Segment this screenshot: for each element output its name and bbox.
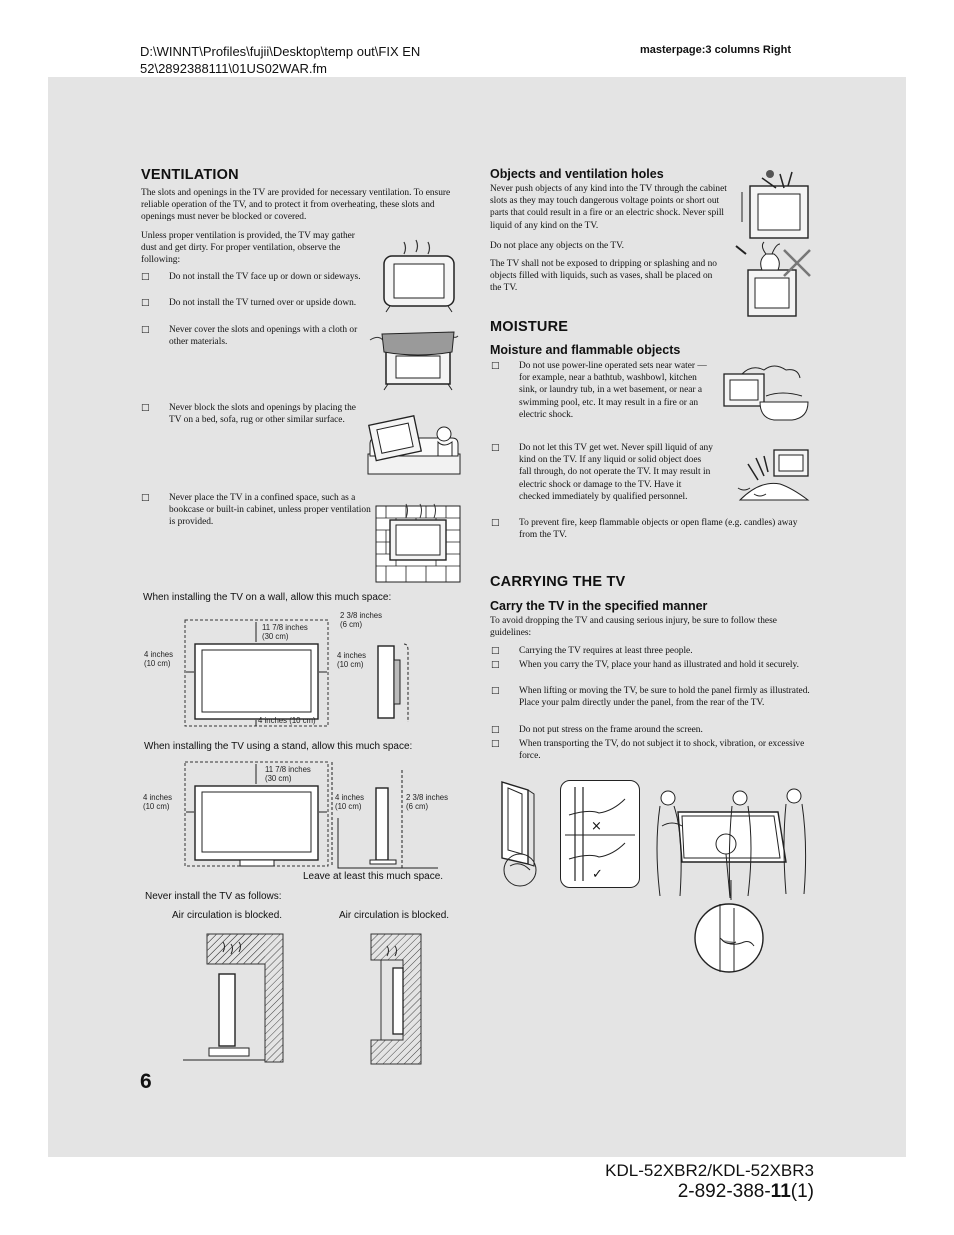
doc-code-suffix: (1) [790, 1181, 814, 1202]
stand-right-a: 4 inches [335, 793, 365, 802]
page-number: 6 [140, 1070, 152, 1093]
stand-right-b: (10 cm) [335, 802, 362, 811]
stand-left-a: 4 inches [143, 793, 173, 802]
bullet-box: □ [491, 739, 500, 749]
carry-bullet-5-text: When transporting the TV, do not subject it to shock, vibration, or excessive force. [519, 739, 805, 762]
stand-left-label [143, 793, 172, 811]
objects-heading: Objects and ventilation holes [490, 167, 664, 181]
tv-covered-cloth-illustration [368, 326, 460, 392]
doc-code-prefix: 2-892-388- [677, 1181, 771, 1202]
wall-bottom-a: 4 inches [258, 716, 288, 725]
carrying-subheading: Carry the TV in the specified manner [490, 599, 708, 613]
bullet-box: □ [491, 361, 500, 371]
carry-bullet-4-text: Do not put stress on the frame around the screen. [519, 725, 703, 735]
carrying-heading: CARRYING THE TV [490, 574, 626, 590]
ventilation-intro2: Unless proper ventilation is provided, the TV may gather dust and get dirty. For proper ventilation, observe the following: [141, 231, 355, 266]
stand-note: Leave at least this much space. [303, 871, 444, 882]
tv-objects-illustration [740, 168, 812, 242]
stand-side-b: (6 cm) [406, 802, 429, 811]
bullet-box: □ [491, 518, 500, 528]
carrying-intro: To avoid dropping the TV and causing serious injury, be sure to follow these guidelines: [490, 616, 777, 639]
wrong-mark: × [591, 819, 602, 834]
doc-code-bold: 11 [770, 1181, 791, 1202]
tv-on-sofa-illustration [366, 404, 462, 478]
tv-bathtub-illustration [720, 362, 812, 426]
vent-bullet-2-text: Do not install the TV turned over or upside down. [169, 298, 357, 308]
wall-caption: When installing the TV on a wall, allow this much space: [143, 592, 392, 603]
wall-bottom-label [258, 716, 316, 725]
wall-left-a: 4 inches [144, 650, 174, 659]
right-mark: ✓ [592, 867, 603, 882]
masterpage-label: masterpage:3 columns Right [640, 44, 791, 56]
stand-top-a: 11 7/8 inches [265, 765, 311, 774]
moist-bullet-2-text: Do not let this TV get wet. Never spill liquid of any kind on the TV. If any liquid or solid object does fall through, do not operate the TV. It may result in electric shock or damage to the TV. Have it checked immediately by qualified personnel. [519, 443, 713, 502]
doc-code [605, 1181, 814, 1202]
model-footer [605, 1160, 814, 1202]
blocked-label-right: Air circulation is blocked. [339, 910, 450, 921]
stand-top-b: (30 cm) [265, 774, 292, 783]
ventilation-heading: VENTILATION [141, 167, 239, 183]
wall-side-b: (6 cm) [340, 620, 363, 629]
wall-top-b: (30 cm) [262, 632, 289, 641]
bullet-box: □ [141, 403, 150, 413]
wall-side-label [340, 611, 382, 629]
file-path [140, 43, 500, 77]
stand-caption: When installing the TV using a stand, allow this much space: [144, 741, 413, 752]
stand-right-label [335, 793, 364, 811]
file-path-line2: 52\2892388111\01US02WAR.fm [140, 61, 327, 76]
stand-side-a: 2 3/8 inches [406, 793, 449, 802]
blocked-label-left: Air circulation is blocked. [172, 910, 283, 921]
bullet-box: □ [491, 686, 500, 696]
moist-bullet-1-text: Do not use power-line operated sets near water — for example, near a bathtub, washbowl, kitchen sink, or laundry tub, in a wet basement, or near a swimming pool, etc. It may result in a fire or an electric shock. [519, 361, 707, 420]
blocked-stand-illustration [183, 932, 283, 1064]
tv-vase-prohibited-illustration [730, 240, 814, 320]
ventilation-intro: The slots and openings in the TV are provided for necessary ventilation. To ensure reliable operation of the TV, and to protect it from overheating, these slots and openings must never be blocked or covered. [141, 188, 451, 223]
objects-p1: Never push objects of any kind into the TV through the cabinet slots as they may touch dangerous voltage points or short out parts that could result in a fire or an electric shock. Never spill liquid of any kind on the TV. [490, 184, 727, 231]
vent-bullet-3-text: Never cover the slots and openings with a cloth or other materials. [169, 325, 358, 348]
moisture-heading: MOISTURE [490, 319, 569, 335]
wall-left-b: (10 cm) [144, 659, 171, 668]
stand-side-label [406, 793, 448, 811]
wall-left-label [144, 650, 173, 668]
wall-bottom-b: (10 cm) [289, 716, 316, 725]
carry-bullet-1-text: Carrying the TV requires at least three people. [519, 646, 693, 656]
bullet-box: □ [141, 272, 150, 282]
wall-top-a: 11 7/8 inches [262, 623, 308, 632]
hand-position-panel [560, 780, 640, 888]
bullet-box: □ [491, 443, 500, 453]
wall-top-label [262, 623, 308, 641]
bullet-box: □ [491, 660, 500, 670]
bullet-box: □ [491, 646, 500, 656]
moist-bullet-3-text: To prevent fire, keep flammable objects or open flame (e.g. candles) away from the TV. [519, 518, 798, 541]
wall-right-label [337, 651, 366, 669]
tv-side-hand-illustration [494, 778, 546, 888]
vent-bullet-1-text: Do not install the TV face up or down or sideways. [169, 272, 361, 282]
bullet-box: □ [141, 325, 150, 335]
blocked-wall-illustration [371, 934, 421, 1066]
vent-bullet-5-text: Never place the TV in a confined space, such as a bookcase or built-in cabinet, unless proper ventilation is provided. [169, 493, 371, 528]
tv-wet-illustration [734, 444, 812, 506]
carry-bullet-3-text: When lifting or moving the TV, be sure to hold the panel firmly as illustrated. Place your palm directly under the panel, from the rear of the TV. [519, 686, 810, 709]
bullet-box: □ [491, 725, 500, 735]
bullet-box: □ [141, 493, 150, 503]
moisture-subheading: Moisture and flammable objects [490, 343, 681, 357]
carry-bullet-2-text: When you carry the TV, place your hand as illustrated and hold it securely. [519, 660, 799, 670]
stand-top-label [265, 765, 311, 783]
never-install-caption: Never install the TV as follows: [145, 891, 282, 902]
objects-p2: Do not place any objects on the TV. [490, 241, 624, 251]
file-path-line1: D:\WINNT\Profiles\fujii\Desktop\temp out\FIX EN [140, 44, 421, 59]
callout-line [726, 880, 736, 902]
wall-right-a: 4 inches [337, 651, 367, 660]
bullet-box: □ [141, 298, 150, 308]
tv-face-up-illustration [380, 236, 460, 312]
tv-in-bookcase-illustration [376, 498, 462, 584]
stand-left-b: (10 cm) [143, 802, 170, 811]
vent-bullet-4-text: Never block the slots and openings by placing the TV on a bed, sofa, rug or other similar surface. [169, 403, 356, 426]
wall-right-b: (10 cm) [337, 660, 364, 669]
hand-closeup-illustration [694, 898, 764, 978]
model-name: KDL-52XBR2/KDL-52XBR3 [605, 1161, 814, 1180]
wall-side-a: 2 3/8 inches [340, 611, 383, 620]
objects-p3: The TV shall not be exposed to dripping or splashing and no objects filled with liquids, such as vases, shall be placed on the TV. [490, 259, 717, 294]
